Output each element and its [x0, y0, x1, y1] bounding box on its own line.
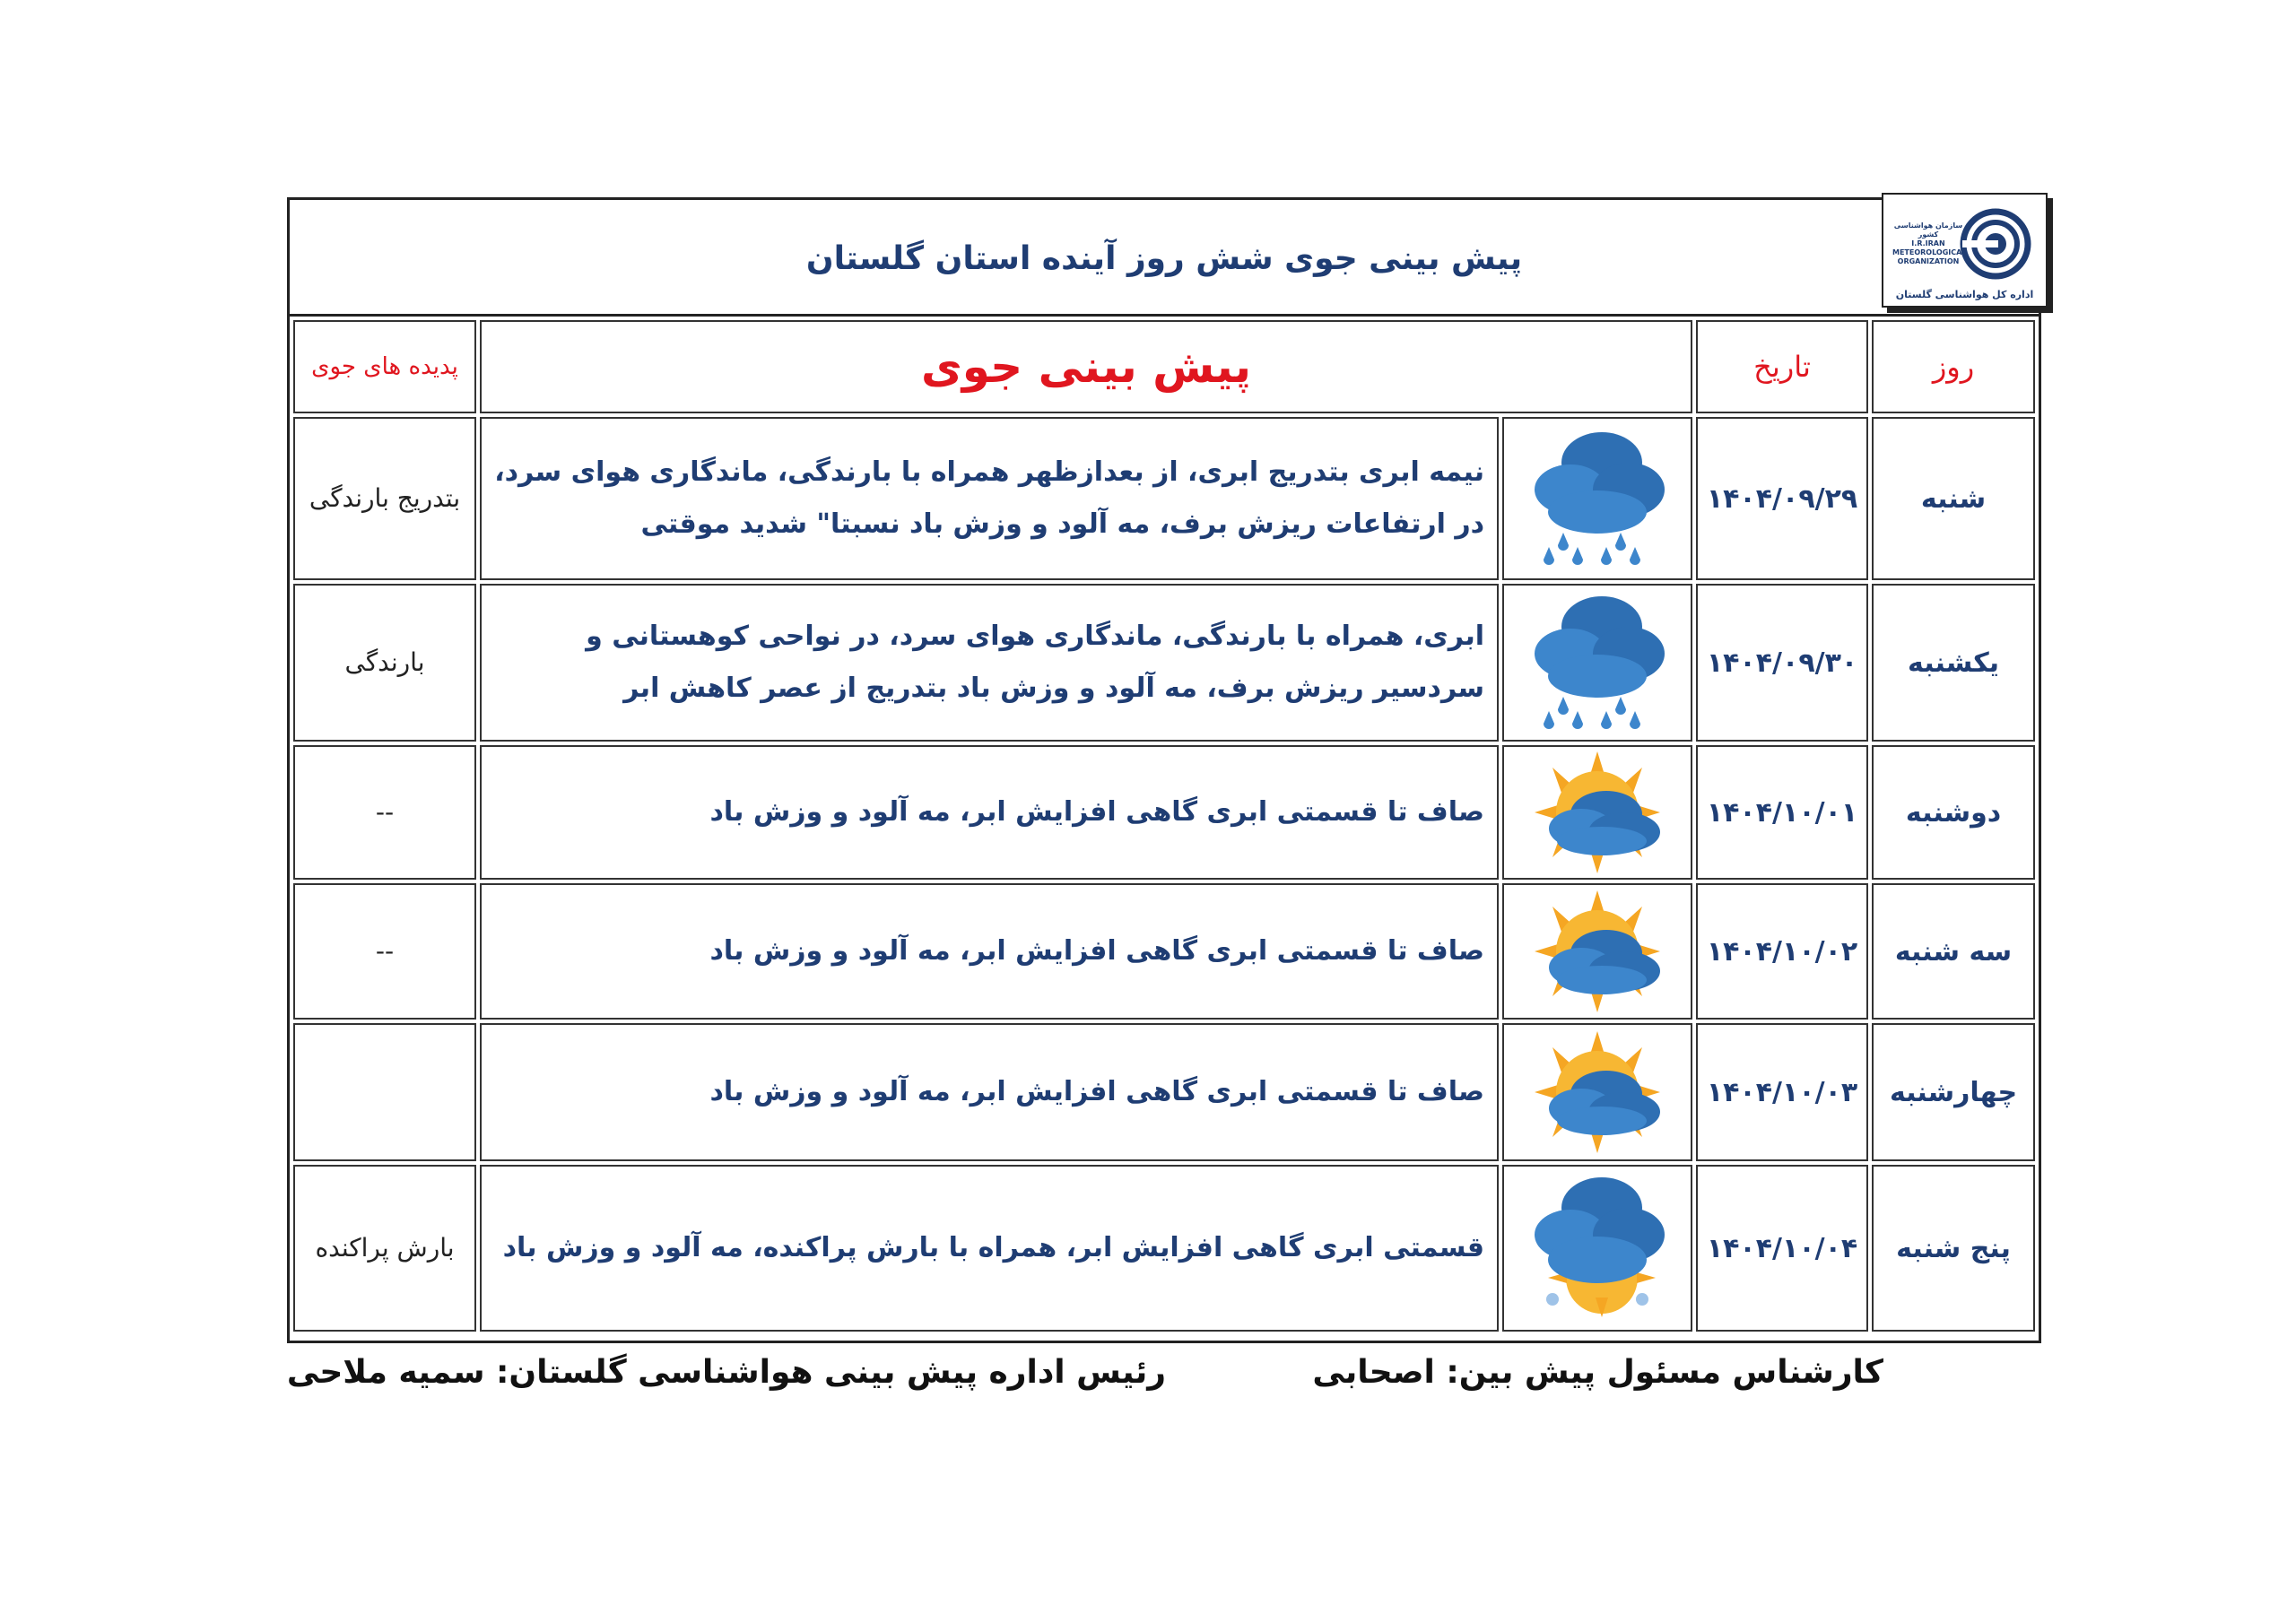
weather-icon-cell: [1502, 745, 1692, 880]
forecast-sheet: [287, 197, 2041, 1343]
row-phenomena: بارش پراکنده: [293, 1165, 476, 1332]
row-date: ۱۴۰۴/۱۰/۰۱: [1696, 745, 1868, 880]
table-row: [293, 745, 2035, 880]
row-day: دوشنبه: [1872, 745, 2035, 880]
forecast-table: [290, 317, 2039, 1335]
table-row: [293, 584, 2035, 742]
table-row: [293, 417, 2035, 580]
row-day: پنج شنبه: [1872, 1165, 2035, 1332]
row-forecast-text: قسمتی ابری گاهی افزایش ابر، همراه با بارش پراکنده، مه آلود و وزش باد: [480, 1165, 1499, 1332]
logo-org-text: سازمان هواشناسی کشور I.R.IRAN METEOROLOGICAL ORGANIZATION: [1892, 221, 1967, 265]
row-phenomena: --: [293, 883, 476, 1020]
column-header-phenomena: پدیده های جوی: [293, 320, 476, 413]
row-forecast-text: صاف تا قسمتی ابری گاهی افزایش ابر، مه آلود و وزش باد: [480, 883, 1499, 1020]
row-date: ۱۴۰۴/۱۰/۰۲: [1696, 883, 1868, 1020]
row-date: ۱۴۰۴/۱۰/۰۳: [1696, 1023, 1868, 1161]
sun-cloud-icon: [1517, 1029, 1678, 1155]
table-row: [293, 1165, 2035, 1332]
sun-cloud-rain-icon: [1517, 1172, 1678, 1324]
row-forecast-text: صاف تا قسمتی ابری گاهی افزایش ابر، مه آلود و وزش باد: [480, 745, 1499, 880]
row-date: ۱۴۰۴/۰۹/۲۹: [1696, 417, 1868, 580]
column-header-forecast: پیش بینی جوی: [480, 320, 1692, 413]
row-forecast-text: ابری، همراه با بارندگی، ماندگاری هوای سرد، در نواحی کوهستانی و سردسیر ریزش برف، مه آلود و وزش باد بتدریج از عصر کاهش ابر: [480, 584, 1499, 742]
title-row: [290, 200, 2039, 317]
sun-cloud-icon: [1517, 889, 1678, 1014]
weather-icon-cell: [1502, 1165, 1692, 1332]
row-date: ۱۴۰۴/۰۹/۳۰: [1696, 584, 1868, 742]
header-row: [293, 320, 2035, 413]
footer-forecaster: کارشناس مسئول پیش بین: اصحابی: [1312, 1354, 1883, 1391]
row-phenomena: بارندگی: [293, 584, 476, 742]
row-phenomena: --: [293, 745, 476, 880]
row-day: چهارشنبه: [1872, 1023, 2035, 1161]
row-day: یکشنبه: [1872, 584, 2035, 742]
rain-cloud-icon: [1517, 427, 1678, 570]
column-header-date: تاریخ: [1696, 320, 1868, 413]
row-phenomena: بتدریج بارندگی: [293, 417, 476, 580]
column-header-day: روز: [1872, 320, 2035, 413]
row-forecast-text: صاف تا قسمتی ابری گاهی افزایش ابر، مه آلود و وزش باد: [480, 1023, 1499, 1161]
footer-head: رئیس اداره پیش بینی هواشناسی گلستان: سمیه ملاحی: [286, 1354, 1166, 1391]
org-logo: [1882, 193, 2048, 308]
row-date: ۱۴۰۴/۱۰/۰۴: [1696, 1165, 1868, 1332]
row-forecast-text: نیمه ابری بتدریج ابری، از بعدازظهر همراه با بارندگی، ماندگاری هوای سرد، در ارتفاعات ریزش برف، مه آلود و وزش باد نسبتا" شدید موقتی: [480, 417, 1499, 580]
logo-caption: اداره کل هواشناسی گلستان: [1895, 289, 2034, 300]
page-title: پیش بینی جوی شش روز آینده استان گلستان: [805, 239, 1523, 277]
weather-icon-cell: [1502, 883, 1692, 1020]
sun-cloud-icon: [1517, 750, 1678, 875]
row-day: شنبه: [1872, 417, 2035, 580]
weather-icon-cell: [1502, 584, 1692, 742]
table-row: [293, 1023, 2035, 1161]
table-row: [293, 883, 2035, 1020]
row-phenomena: [293, 1023, 476, 1161]
rain-cloud-icon: [1517, 591, 1678, 734]
weather-icon-cell: [1502, 1023, 1692, 1161]
weather-icon-cell: [1502, 417, 1692, 580]
row-day: سه شنبه: [1872, 883, 2035, 1020]
